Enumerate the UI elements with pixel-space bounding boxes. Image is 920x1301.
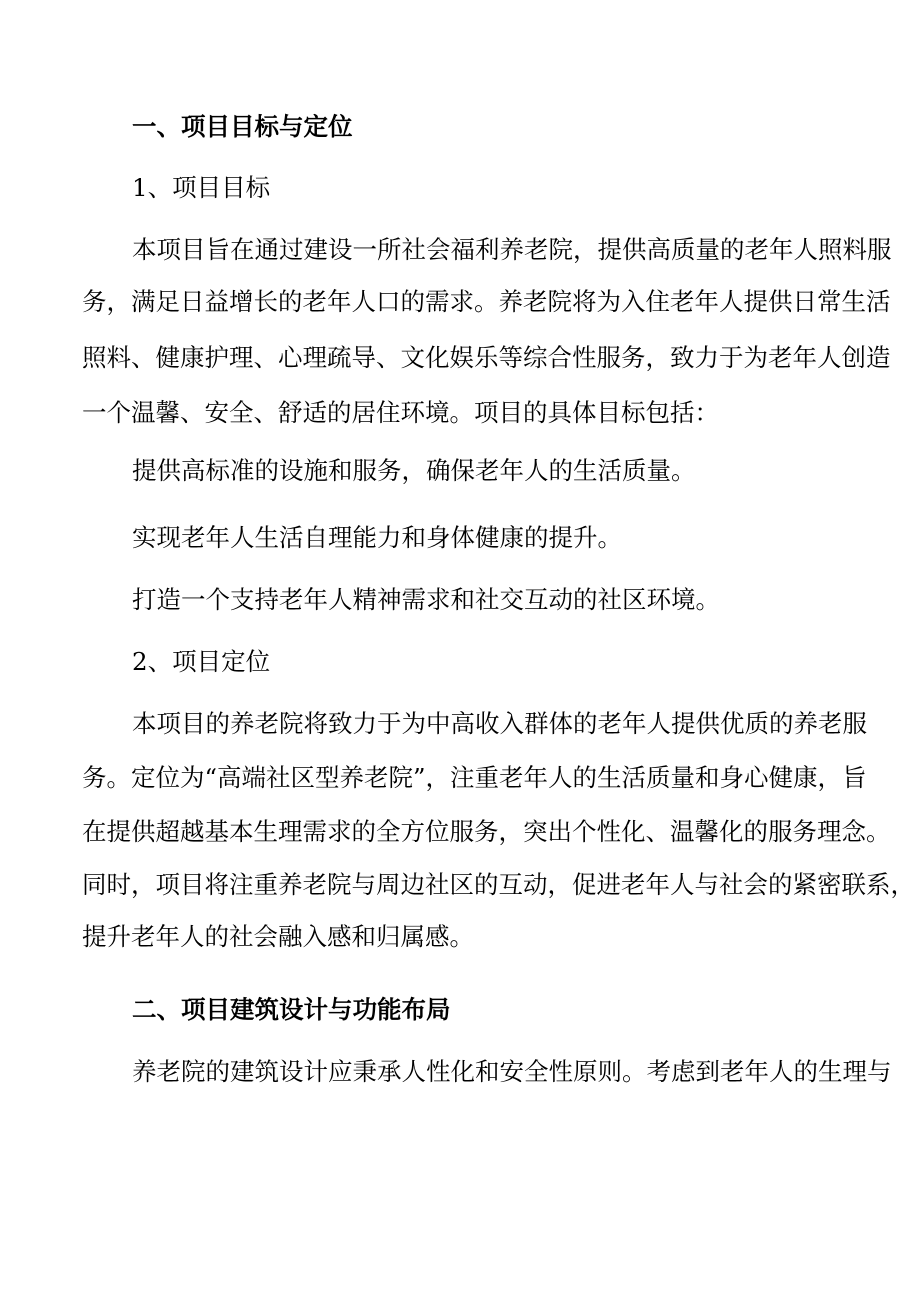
paragraph-line: 本项目旨在通过建设一所社会福利养老院，提供高质量的老年人照料服 <box>132 235 892 264</box>
section-1-heading: 一、项目目标与定位 <box>132 112 353 141</box>
paragraph-line: 养老院的建筑设计应秉承人性化和安全性原则。考虑到老年人的生理与 <box>132 1057 892 1086</box>
goal-item: 提供高标准的设施和服务，确保老年人的生活质量。 <box>132 456 696 485</box>
paragraph-line: 同时，项目将注重养老院与周边社区的互动，促进老年人与社会的紧密联系， <box>82 870 915 899</box>
paragraph-line: 一个温馨、安全、舒适的居住环境。项目的具体目标包括： <box>82 398 719 427</box>
paragraph-line: 务，满足日益增长的老年人口的需求。养老院将为入住老年人提供日常生活 <box>82 287 891 316</box>
subsection-2-heading: 2、项目定位 <box>132 647 271 676</box>
paragraph-line: 本项目的养老院将致力于为中高收入群体的老年人提供优质的养老服 <box>132 709 867 738</box>
goal-item: 实现老年人生活自理能力和身体健康的提升。 <box>132 523 622 552</box>
paragraph-line: 照料、健康护理、心理疏导、文化娱乐等综合性服务，致力于为老年人创造 <box>82 343 891 372</box>
paragraph-line: 在提供超越基本生理需求的全方位服务，突出个性化、温馨化的服务理念。 <box>82 817 891 846</box>
paragraph-line: 提升老年人的社会融入感和归属感。 <box>82 922 474 951</box>
paragraph-line: 务。定位为“高端社区型养老院”，注重老年人的生活质量和身心健康，旨 <box>82 763 867 792</box>
goal-item: 打造一个支持老年人精神需求和社交互动的社区环境。 <box>132 585 720 614</box>
section-2-heading: 二、项目建筑设计与功能布局 <box>132 995 451 1024</box>
subsection-1-heading: 1、项目目标 <box>132 173 271 202</box>
